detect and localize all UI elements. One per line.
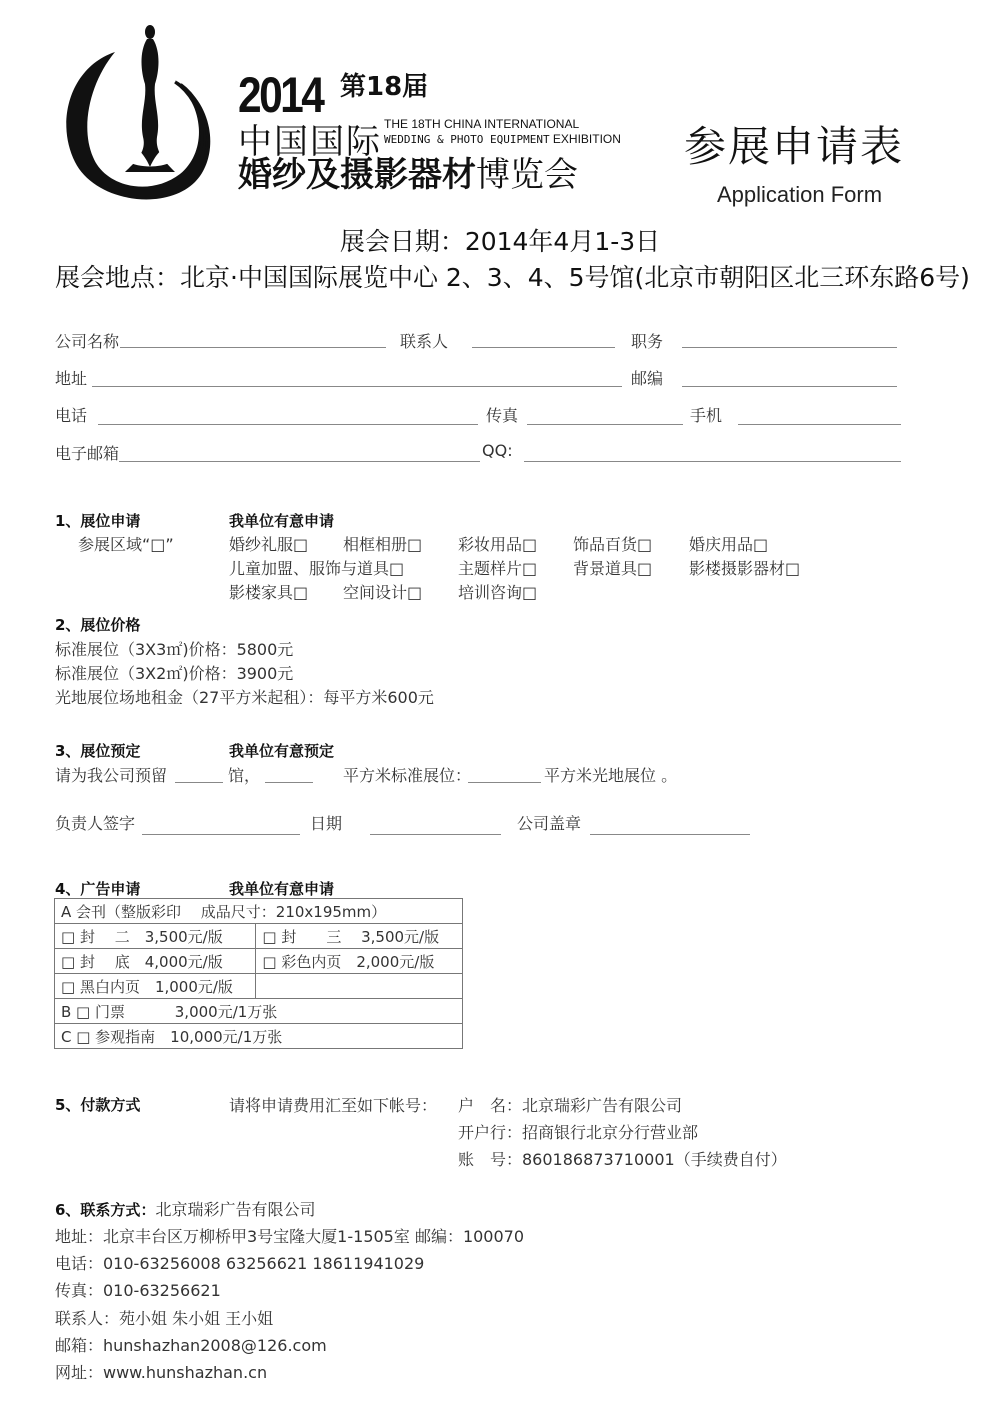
area-option[interactable]: 儿童加盟、服饰与道具□ (229, 559, 405, 578)
postcode-label: 邮编 (631, 369, 664, 388)
contact-email[interactable]: 邮箱：hunshazhan2008@126.com (55, 1336, 327, 1355)
address-field[interactable] (92, 386, 622, 387)
area-option[interactable]: 主题样片□ (458, 559, 538, 578)
reserve-prefix: 请为我公司预留 (55, 766, 168, 785)
area-option[interactable]: 背景道具□ (573, 559, 653, 578)
area-option[interactable]: 彩妆用品□ (458, 535, 538, 554)
seal-label: 公司盖章 (517, 814, 582, 833)
hall-number-field[interactable] (175, 782, 223, 783)
ad-header-cell: A 会刊（整版彩印 成品尺寸：210x195mm） (55, 899, 463, 924)
section1-title: 1、展位申请 (55, 512, 141, 530)
contact-persons: 联系人：苑小姐 朱小姐 王小姐 (55, 1309, 274, 1328)
contact-label: 联系人 (400, 332, 449, 351)
en-title-line2-light: WEDDING & PHOTO EQUIPMENT (384, 133, 550, 146)
ink-circle-figure-logo-icon (55, 22, 220, 210)
std-booth-label: 平方米标准展位： (343, 766, 472, 785)
ad-option-cell[interactable]: □ 封 底 4,000元/版 (55, 949, 256, 974)
qq-field[interactable] (524, 461, 901, 462)
fax-field[interactable] (527, 424, 683, 425)
ad-empty-cell (256, 974, 463, 999)
contact-website[interactable]: 网址：www.hunshazhan.cn (55, 1363, 268, 1382)
email-field[interactable] (119, 461, 480, 462)
cn-expo-title-light: 博览会 (476, 155, 578, 195)
section6-title: 6、联系方式： (55, 1201, 156, 1219)
form-title-cn: 参展申请表 (684, 122, 905, 171)
company-name-field[interactable] (120, 347, 386, 348)
date-label: 日期 (310, 814, 343, 833)
area-option[interactable]: 空间设计□ (343, 583, 423, 602)
section3-intent: 我单位有意预定 (229, 742, 335, 760)
signature-field[interactable] (142, 834, 300, 835)
contact-phone: 电话：010-63256008 63256621 18611941029 (55, 1254, 425, 1273)
address-label: 地址 (55, 369, 88, 388)
en-title-line2 (384, 132, 621, 146)
section4-title: 4、广告申请 (55, 880, 141, 898)
ad-option-guide[interactable]: C □ 参观指南 10,000元/1万张 (55, 1024, 463, 1049)
en-title-line2-bold: EXHIBITION (552, 132, 621, 146)
fax-label: 传真 (486, 406, 519, 425)
section4-intent: 我单位有意申请 (229, 880, 335, 898)
exhibition-edition: 第18届 (340, 72, 429, 102)
phone-field[interactable] (98, 424, 478, 425)
contact-address: 地址：北京丰台区万柳桥甲3号宝隆大厦1-1505室 邮编：100070 (55, 1227, 525, 1246)
ad-options-table (54, 898, 463, 1049)
section1-intent: 我单位有意申请 (229, 512, 335, 530)
contact-company: 北京瑞彩广告有限公司 (155, 1200, 316, 1219)
exhibition-year: 2014 (238, 67, 323, 123)
table-row (55, 1024, 463, 1049)
table-row (55, 924, 463, 949)
raw-space-area-field[interactable] (468, 782, 541, 783)
exhibit-area-label: 参展区域“□” (78, 535, 174, 554)
section2-title: 2、展位价格 (55, 616, 141, 634)
area-option[interactable]: 婚纱礼服□ (229, 535, 309, 554)
ad-option-cell[interactable]: □ 封 三 3,500元/版 (256, 924, 463, 949)
ad-option-cell[interactable]: □ 黑白内页 1,000元/版 (55, 974, 256, 999)
ad-option-cell[interactable]: □ 彩色内页 2,000元/版 (256, 949, 463, 974)
area-option[interactable]: 影楼摄影器材□ (689, 559, 801, 578)
cn-expo-title-bold: 婚纱及摄影器材 (238, 155, 476, 195)
table-row (55, 974, 463, 999)
raw-space-label: 平方米光地展位 。 (544, 766, 678, 785)
event-date: 展会日期：2014年4月1-3日 (339, 227, 661, 256)
email-label: 电子邮箱 (55, 444, 120, 463)
payment-instruction: 请将申请费用汇至如下帐号： (229, 1096, 438, 1115)
signature-label: 负责人签字 (55, 814, 136, 833)
area-option[interactable]: 饰品百货□ (573, 535, 653, 554)
company-name-label: 公司名称 (55, 332, 120, 351)
area-option[interactable]: 影楼家具□ (229, 583, 309, 602)
table-row (55, 899, 463, 924)
postcode-field[interactable] (682, 386, 897, 387)
area-option[interactable]: 婚庆用品□ (689, 535, 769, 554)
bank-name: 开户行：招商银行北京分行营业部 (458, 1123, 699, 1142)
section3-title: 3、展位预定 (55, 742, 141, 760)
price-line: 标准展位（3X3㎡)价格：5800元 (55, 640, 294, 659)
account-number: 账 号：860186873710001（手续费自付） (458, 1150, 787, 1169)
account-name: 户 名：北京瑞彩广告有限公司 (458, 1096, 683, 1115)
ad-option-ticket[interactable]: B □ 门票 3,000元/1万张 (55, 999, 463, 1024)
cn-international-text: 中国国际 (238, 122, 382, 162)
cn-expo-title (238, 147, 578, 196)
qq-label: QQ: (482, 441, 513, 460)
section5-title: 5、付款方式 (55, 1096, 141, 1114)
mobile-field[interactable] (738, 424, 901, 425)
mobile-label: 手机 (690, 406, 723, 425)
table-row (55, 999, 463, 1024)
position-field[interactable] (682, 347, 897, 348)
contact-field[interactable] (472, 347, 615, 348)
area-option[interactable]: 相框相册□ (343, 535, 423, 554)
price-line: 标准展位（3X2㎡)价格：3900元 (55, 664, 294, 683)
form-title-en: Application Form (717, 182, 883, 207)
phone-label: 电话 (55, 406, 88, 425)
date-field[interactable] (370, 834, 501, 835)
table-row (55, 949, 463, 974)
seal-field[interactable] (590, 834, 750, 835)
std-booth-area-field[interactable] (265, 782, 313, 783)
position-label: 职务 (631, 332, 664, 351)
hall-label: 馆， (228, 766, 261, 785)
price-line: 光地展位场地租金（27平方米起租）：每平方米600元 (55, 688, 434, 707)
contact-fax: 传真：010-63256621 (55, 1281, 221, 1300)
event-venue: 展会地点：北京·中国国际展览中心 2、3、4、5号馆(北京市朝阳区北三环东路6号) (55, 263, 970, 292)
section6-header (55, 1197, 315, 1220)
area-option[interactable]: 培训咨询□ (458, 583, 538, 602)
ad-option-cell[interactable]: □ 封 二 3,500元/版 (55, 924, 256, 949)
en-title-line1: THE 18TH CHINA INTERNATIONAL (384, 117, 580, 131)
